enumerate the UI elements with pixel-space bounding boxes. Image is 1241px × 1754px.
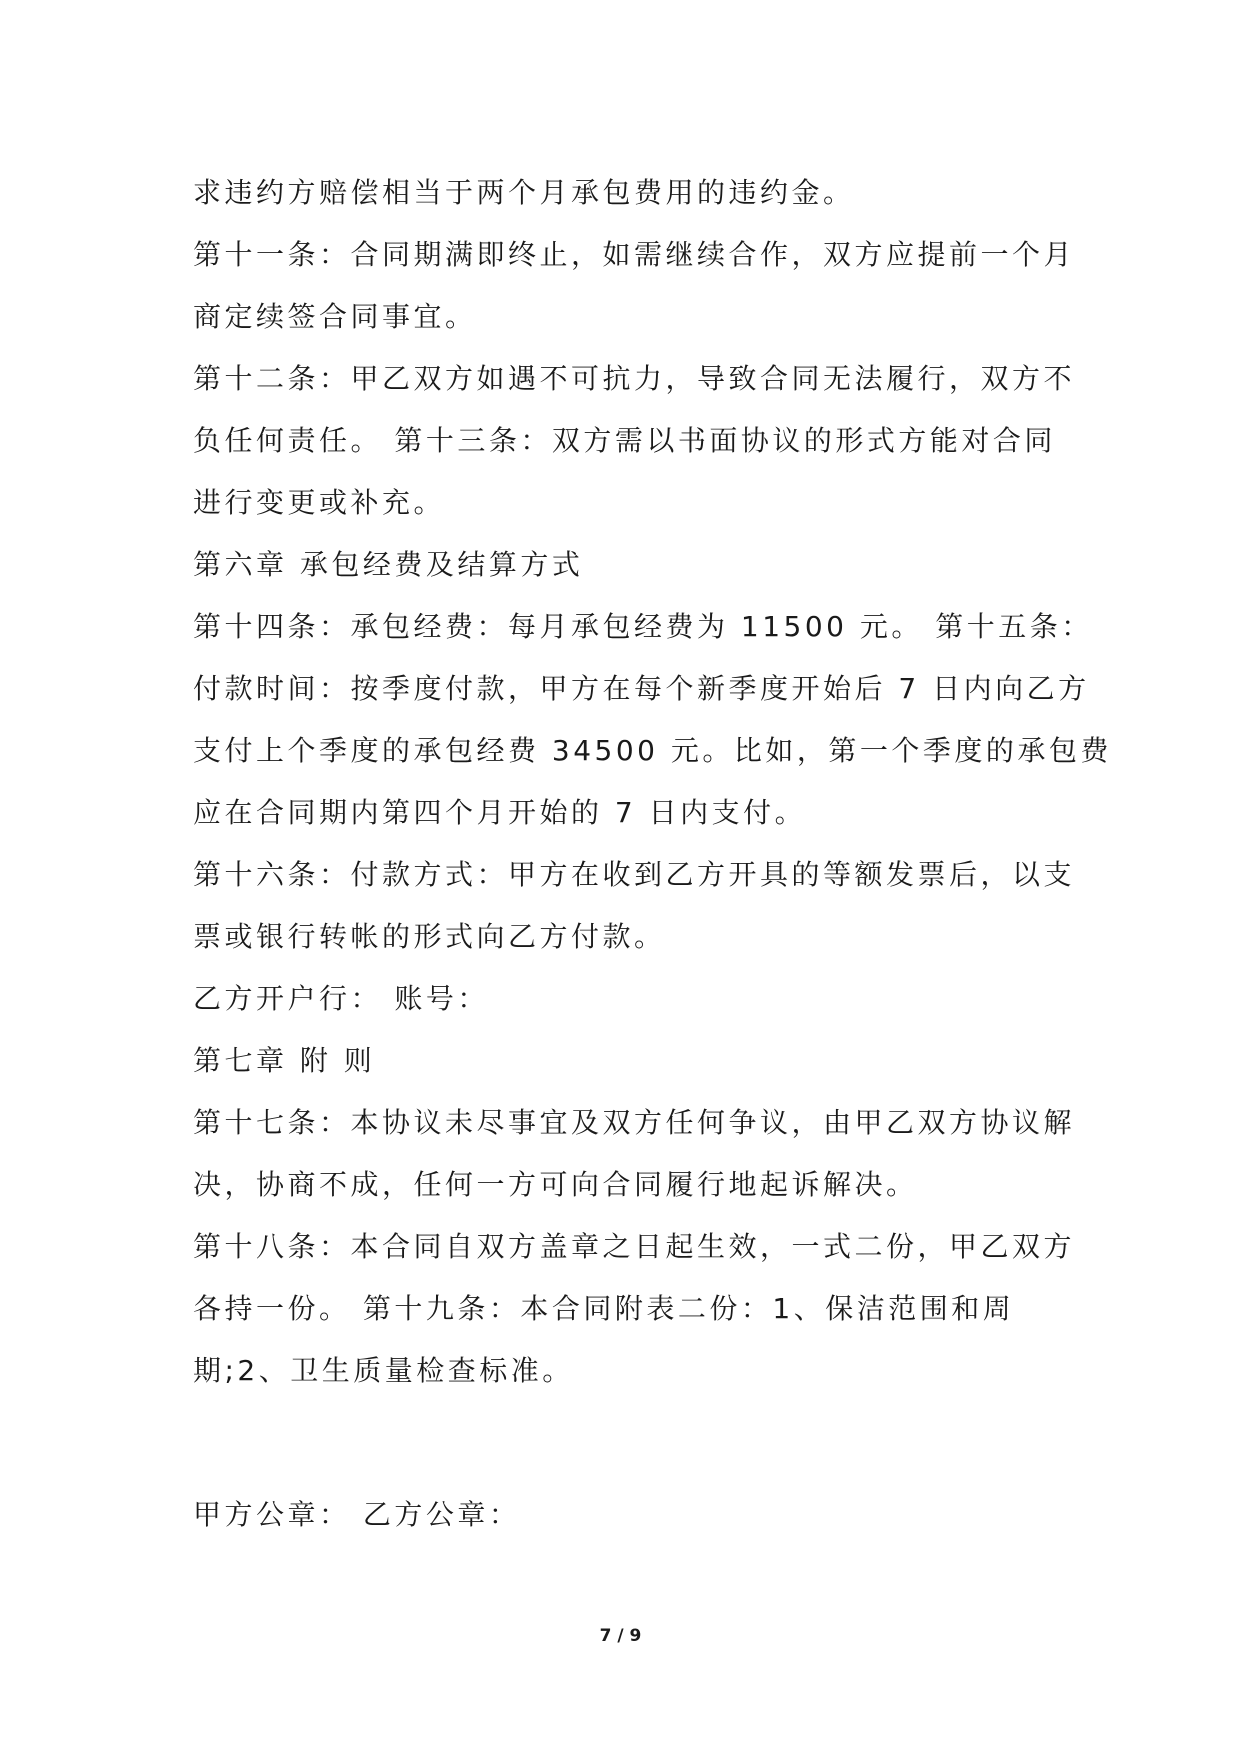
text-line: 应在合同期内第四个月开始的 7 日内支付。 (193, 796, 807, 829)
spacer (193, 1402, 1063, 1484)
text-line: 期;2、卫生质量检查标准。 (193, 1354, 574, 1387)
text-line: 票或银行转帐的形式向乙方付款。 (193, 920, 666, 953)
text-line: 进行变更或补充。 (193, 486, 446, 519)
text-line: 乙方开户行： 账号： (193, 982, 489, 1015)
text-line: 负任何责任。 第十三条：双方需以书面协议的形式方能对合同 (193, 424, 1056, 457)
page-number: 7 / 9 (599, 1626, 642, 1646)
document-body (193, 162, 1112, 1546)
text-line: 决，协商不成，任何一方可向合同履行地起诉解决。 (193, 1168, 918, 1201)
chapter-heading: 第七章 附 则 (193, 1044, 376, 1077)
text-line: 第十七条：本协议未尽事宜及双方任何争议，由甲乙双方协议解 (193, 1106, 1076, 1139)
text-line: 求违约方赔偿相当于两个月承包费用的违约金。 (193, 176, 855, 209)
text-line: 第十八条：本合同自双方盖章之日起生效，一式二份，甲乙双方 (193, 1230, 1076, 1263)
text-line: 第十一条：合同期满即终止，如需继续合作，双方应提前一个月 (193, 238, 1076, 271)
signature-line: 甲方公章： 乙方公章： (193, 1498, 521, 1531)
text-line: 各持一份。 第十九条：本合同附表二份：1、保洁范围和周 (193, 1292, 1015, 1325)
text-line: 第十二条：甲乙双方如遇不可抗力，导致合同无法履行，双方不 (193, 362, 1076, 395)
text-line: 支付上个季度的承包经费 34500 元。比如，第一个季度的承包费 (193, 734, 1112, 767)
text-line: 商定续签合同事宜。 (193, 300, 477, 333)
chapter-heading: 第六章 承包经费及结算方式 (193, 548, 584, 581)
text-line: 第十六条：付款方式：甲方在收到乙方开具的等额发票后，以支 (193, 858, 1076, 891)
text-line: 第十四条：承包经费：每月承包经费为 11500 元。 第十五条： (193, 610, 1093, 643)
text-line: 付款时间：按季度付款，甲方在每个新季度开始后 7 日内向乙方 (193, 672, 1090, 705)
